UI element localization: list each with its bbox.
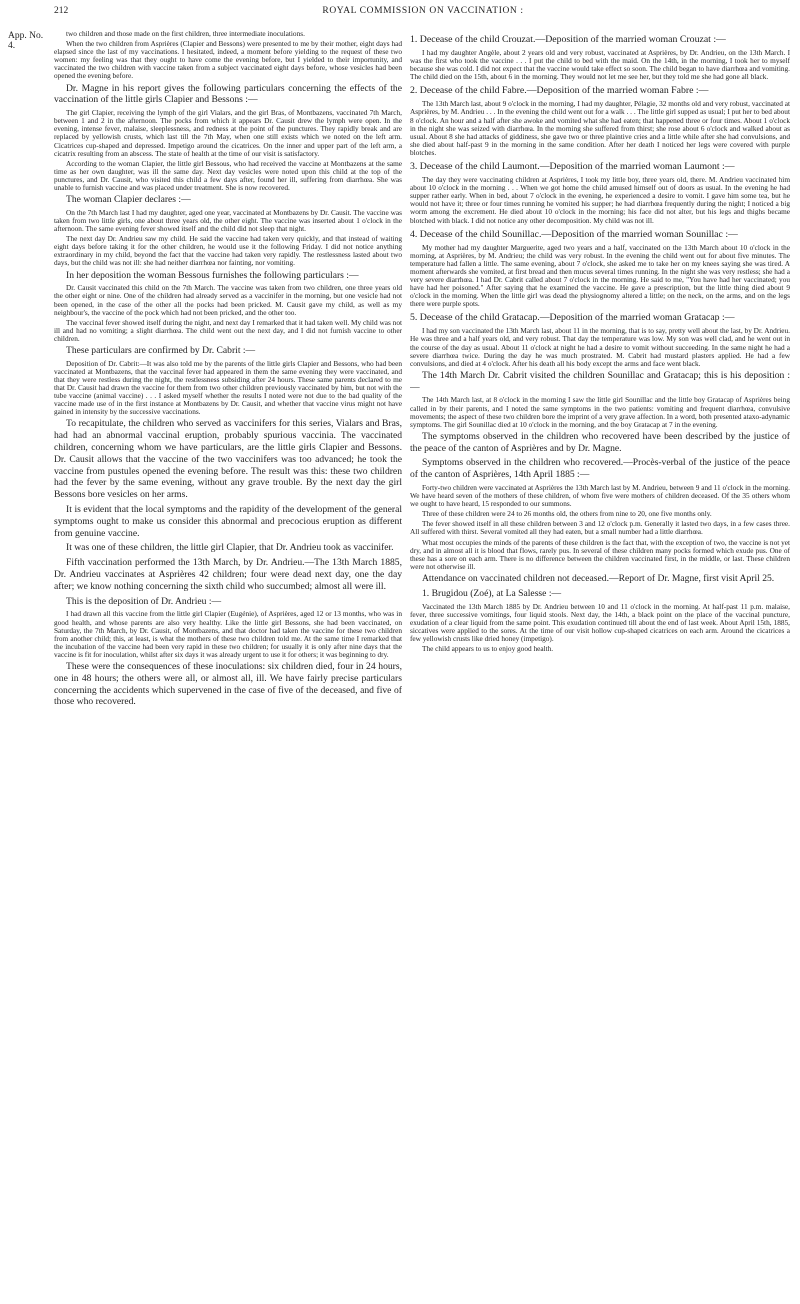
deposition-paragraph: According to the woman Clapier, the little girl Bessous, who had received the vaccine at Montbazens at the same time as her own daughter, was ill the same day. Next day vesicles were noted upon this child at the top of the punctures, and Dr. Causit, who visited this child a few days after, found her ill, suffering from diarrhœa. She was unable to furnish vaccine and was placed under treatment. She is now recovered.	[54, 158, 402, 192]
left-column	[54, 30, 402, 1294]
deposition-paragraph: The vaccinal fever showed itself during the night, and next day I remarked that it had taken well. My child was not ill and had no vomiting; a slight diarrhœa. The child went out the next day, and I did not furnish vaccine to other children.	[54, 317, 402, 343]
deposition-paragraph: Dr. Causit vaccinated this child on the 7th March. The vaccine was taken from two children, one three years old the other eight or nine. One of the children had already served as a vaccinifer in the morning, but one vesicle had not been opened, in the case of the other all the pocks had been pricked. M. Causit gave my child, as well as my neighbour's, the vaccine of the pock which had not been pricked, and the other too.	[54, 283, 402, 317]
body-paragraph: Attendance on vaccinated children not deceased.—Report of Dr. Magne, first visit April 25.	[422, 572, 775, 584]
deposition-paragraph: The 13th March last, about 9 o'clock in the morning, I had my daughter, Pélagie, 32 months old and very robust, vaccinated at Asprières, by M. Andrieu . . . In the evening the child went out for a walk . . . The little girl supped as usual; I put her to bed about 8 o'clock. An hour and a half after she awoke and vomited what she had eaten; that happened three or four times. About 1 o'clock in the night she was seized with diarrhœa. In the morning she suffered from thirst; she rose about 6 o'clock and walked about as usual. About 8 she had attacks of giddiness, she gave two or three plaintive cries and a little while after she had convulsions, and she died about half-past 9 in the morning in the same condition. After her death I noticed her legs were covered with purple blotches.	[410, 99, 790, 157]
deposition-paragraph: I had drawn all this vaccine from the little girl Clapier (Eugénie), of Asprières, aged 12 or 13 months, who was in good health, and whose parents are also very healthy. Like the little girl Bessons, she had been vaccinated, on Saturday, the 7th March, by Dr. Causit, of Montbazens, and that doctor had taken the vaccine for these two children from another child; this, at least, is what the mothers of these two children told me. At the same time I remarked that the incubation of the vaccine had been very rapid in these two children; for usually it is only after nine days that the vaccine is fit for inoculation, whilst after six days it was already urgent to use it for others; it was beginning to dry.	[54, 609, 402, 659]
section-heading: 1. Decease of the child Crouzat.—Deposition of the married woman Crouzat :—	[410, 34, 726, 45]
deposition-paragraph: The 14th March last, at 8 o'clock in the morning I saw the little girl Sounillac and the little boy Gratacap of Asprières being called in by their parents, and I noted the same symptoms in the two patients: vomiting and frequent diarrhœa, convulsive movements; the aspect of these two children bore the imprint of a very grave affection. In a word, both presented ataxo-adynamic symptoms. The girl Sounillac died at 10 o'clock in the morning, and the boy Gratacap at 7 in the evening.	[410, 395, 790, 429]
deposition-paragraph: The day they were vaccinating children at Asprières, I took my little boy, three years old, there. M. Andrieu vaccinated him about 10 o'clock in the morning . . . When we got home the child amused himself out of doors as usual. In the evening he had supper rather early. When in bed, about 7 o'clock in the evening, he experienced a desire to vomit. I gave him some tea, but he would not have it; three or four times running he vomited his supper; he had diarrhœa frequently during the night; I noticed a big worm among the excrement. He died about 10 o'clock in the morning; his face did not alter, but his legs and thighs became blotched with black. I did not notice any other decomposition. My child was not ill.	[410, 175, 790, 225]
deposition-paragraph: Deposition of Dr. Cabrit:—It was also told me by the parents of the little girls Clapier and Bessons, who had been vaccinated at Montbazens, that the vaccinal fever had appeared in them the same evening they were vaccinated, and that they were restless during the night, the restlessness subsiding after 24 hours. These same parents declared to me that Dr. Causit had drawn the vaccine for them from two other children previously vaccinated by him, but not with the tube vaccine (animal vaccine) . . . I asked myself whether the results I noted were not due to the bad quality of the vaccine made use of in the first instance at Montbazens by Dr. Causit, and whether that vaccine virus might not have gained in intensity by the successive vaccinations.	[54, 358, 402, 417]
page-header	[54, 6, 792, 22]
running-title: ROYAL COMMISSION ON VACCINATION :	[322, 6, 524, 16]
section-heading: 3. Decease of the child Laumont.—Deposition of the married woman Laumont :—	[410, 161, 735, 173]
deposition-paragraph: When the two children from Asprières (Clapier and Bessons) were presented to me by their mother, eight days had elapsed since the last of my vaccinations. I hesitated, indeed, a moment before yielding to the request of these two women: my feeling was that they ought to have come the evening before, but I yielded to their importunity, and vaccinated the two children with vaccine taken from a subject vaccinated eight days before, whose vesicles had been opened the evening before.	[54, 39, 402, 81]
body-paragraph: It was one of these children, the little girl Clapier, that Dr. Andrieu took as vaccinifer.	[66, 542, 394, 554]
deposition-paragraph: The girl Clapier, receiving the lymph of the girl Vialars, and the girl Bras, of Montbazens, vaccinated 7th March, between 1 and 2 in the afternoon. The pocks from which it appears Dr. Causit drew the lymph were open. In the evening, intense fever, malaise, sleeplessness, and redness at the point of the punctures. They rapidly break and are replaced by yellowish crusts, which last till the 7th May, when one still exists which we noted on the left arm. Cicatrices cup-shaped and depressed. Impetigo around the cicatrices. On the inner and upper part of the left arm, a cicatrix resulting from an abscess. The state of health at the time of our visit is satisfactory.	[54, 108, 402, 158]
section-heading: 4. Decease of the child Sounillac.—Deposition of the married woman Sounillac :—	[410, 228, 738, 240]
body-paragraph: Fifth vaccination performed the 13th March, by Dr. Andrieu.—The 13th March 1885, Dr. Andrieu vaccinates at Asprières 42 children; four were dead next day, one the day after; we know nothing concerning the sixth child who succumbed; almost all were ill.	[54, 557, 402, 592]
right-column	[410, 30, 790, 1294]
body-paragraph: This is the deposition of Dr. Andrieu :—	[66, 595, 222, 607]
deposition-paragraph: My mother had my daughter Marguerite, aged two years and a half, vaccinated on the 13th March about 10 o'clock in the morning, at Asprières, by M. Andrieu; the child was very robust. In the evening the child went out for about five minutes. The temperature had fallen a little. The same evening, about 7 o'clock, she asked me to take her on my knees saying she was tired. A moment afterwards she vomited, at first bread and then mucus several times running. In the night she was very restless; she had a very severe diarrhœa. I had Dr. Cabrit called about 7 o'clock in the morning. He said to me, "You have had her vaccinated; you have had her poisoned." After saying that he examined the vaccine. He gave a prescription, but the little thing died about 9 o'clock in the morning. When the little girl was dead the physiognomy altered a little; on the neck, on the arms, and on the legs there were purple spots.	[410, 242, 790, 309]
body-paragraph: It is evident that the local symptoms and the rapidity of the development of the general symptoms ought to make us consider this abnormal and precocious eruption as different from genuine vaccine.	[54, 504, 402, 539]
deposition-paragraph: Vaccinated the 13th March 1885 by Dr. Andrieu between 10 and 11 o'clock in the morning. At half-past 11 p.m. malaise, fever, three successive vomitings, four liquid stools. Next day, the 14th, a black point on the place of the vaccinal puncture, exudation of a clear liquid from the same point. This exudation continued till about the end of last week. About April 15th, 1885, siccatives were applied to the sores. At the time of our visit hollow cup-shaped cicatrices on each arm. Around the cicatrices a few yellowish crusts like dried honey (impetigo).	[410, 601, 790, 643]
deposition-paragraph: Forty-two children were vaccinated at Asprières the 13th March last by M. Andrieu, between 9 and 11 o'clock in the morning. We have heard seven of the mothers of these children, of whom five were mothers of children deceased. Of the 35 others whom we ought to have heard, 15 responded to our summons.	[410, 482, 790, 509]
body-paragraph: These particulars are confirmed by Dr. Cabrit :—	[66, 345, 256, 356]
deposition-paragraph: The fever showed itself in all these children between 3 and 12 o'clock p.m. Generally it lasted two days, in a few cases three. All suffered with thirst. Several vomited all they had eaten, but a small number had a little diarrhœa.	[410, 519, 790, 537]
deposition-paragraph: I had my daughter Angèle, about 2 years old and very robust, vaccinated at Asprières, by Dr. Andrieu, on the 13th March. I was the first who took the vaccine . . . I put the child to bed with the maid. On the 14th, in the morning, I took her to myself because she was cold. I did not expect that the vaccine would take effect so soon. The child began to have diarrhœa and vomiting. The child died on the 15th, about 6 in the morning. They would not let me see her, but they told me she had gone all black.	[410, 48, 790, 82]
body-paragraph: These were the consequences of these inoculations: six children died, four in 24 hours, one in 48 hours; the others were all, or almost all, ill. We have fairly precise particulars concerning the accidents which supervened in the case of five of the deceased, and five of those who recovered.	[54, 660, 402, 708]
body-paragraph: The symptoms observed in the children who recovered have been described by the justice of the peace of the canton of Asprières and by Dr. Magne.	[410, 430, 790, 454]
deposition-paragraph: The child appears to us to enjoy good health.	[422, 643, 554, 653]
body-paragraph: 1. Brugidou (Zoé), at La Salesse :—	[422, 587, 562, 599]
section-heading: 5. Decease of the child Gratacap.—Deposition of the married woman Gratacap :—	[410, 312, 735, 324]
body-paragraph: To recapitulate, the children who served as vaccinifers for this series, Vialars and Bras, had had an abnormal vaccinal eruption, probably spurious vaccinia. The vaccinated children, concerning whom we have particulars, are the little girls Clapier and Bessons. Dr. Causit allows that the vaccine of the two vaccinifers was too advanced; he took the vaccine from pustules opened the evening before. The result was this: these two children had the fever by the same evening, without any grave trouble. By the next day the girl Bessons bore vesicles on her arms.	[54, 418, 402, 501]
section-heading: 2. Decease of the child Fabre.—Deposition of the married woman Fabre :—	[410, 85, 709, 97]
body-paragraph: Dr. Magne in his report gives the following particulars concerning the effects of the vaccination of the little girls Clapier and Bessons :—	[54, 82, 402, 106]
deposition-paragraph: Three of these children were 24 to 26 months old, the others from nine to 20, one five months only.	[422, 509, 712, 519]
deposition-paragraph: The next day Dr. Andrieu saw my child. He said the vaccine had taken very quickly, and that instead of waiting eight days before taking it for the other children, he would use it the following Friday. I did not notice anything extraordinary in my child, beyond the fact that the vaccine had taken very rapidly. The restlessness lasted about two days, but the child was not ill: she had neither diarrhœa nor fainting, nor vomiting.	[54, 234, 402, 268]
body-paragraph: Symptoms observed in the children who recovered.—Procès-verbal of the justice of the peace of the canton of Asprières, 14th April 1885 :—	[410, 457, 790, 481]
page-number: 212	[54, 6, 69, 16]
deposition-paragraph: On the 7th March last I had my daughter, aged one year, vaccinated at Montbazens by Dr. Causit. The vaccine was taken from two little girls, one about three years old, the other eight. The vaccine was inserted about 1 o'clock in the afternoon. The same evening fever showed itself and the child did not sleep that night.	[54, 207, 402, 234]
body-paragraph: The 14th March Dr. Cabrit visited the children Sounillac and Gratacap; this is his deposition :—	[410, 369, 790, 393]
body-paragraph: The woman Clapier declares :—	[66, 194, 191, 206]
deposition-paragraph: What most occupies the minds of the parents of these children is the fact that, with the exception of two, the vaccine is not yet dry, and in almost all it is blood that flows, rarely pus. In several of these children many pocks formed which exude pus. One of these has a sore on each arm. There is no difference between the children vaccinated first, in the middle, or last. These children were not otherwise ill.	[410, 537, 790, 571]
deposition-paragraph: I had my son vaccinated the 13th March last, about 11 in the morning, that is to say, pretty well about the last, by Dr. Andrieu. He was three and a half years old, and very robust. That day the temperature was low. My son was well clad, and he went out in the course of the day as usual. About 11 o'clock at night he had a desire to vomit without succeeding. In the same night he had a severe diarrhœa twice. During the day he was much prostrated. M. Cabrit had mustard plasters applied. He had a few convulsions, and died at 4 o'clock. After his death all his body except the arms and face went black.	[410, 326, 790, 368]
appendix-margin-note: App. No. 4.	[8, 31, 44, 51]
body-paragraph: In her deposition the woman Bessous furnishes the following particulars :—	[66, 269, 359, 281]
deposition-paragraph: two children and those made on the first children, three intermediate inoculations.	[66, 30, 305, 38]
